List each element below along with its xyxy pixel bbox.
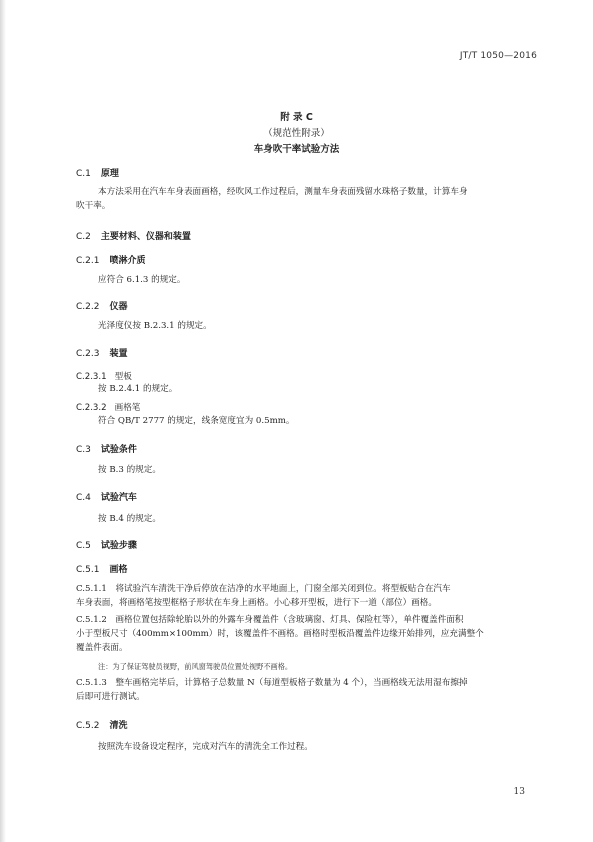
paragraph-line: 覆盖件表面。 [76,643,128,653]
paragraph-line: 符合 QB/T 2777 的规定，线条宽度宜为 0.5mm。 [98,416,295,426]
section-heading-c2: C.2 主要材料、仪器和装置 [76,232,191,242]
paragraph-line: C.5.1.2 画格位置包括除轮胎以外的外露车身覆盖件（含玻璃窗、灯具、保险杠等），单件覆盖件面积 [76,615,464,625]
section-heading-c5: C.5 试验步骤 [76,541,137,551]
appendix-name: 车身吹干率试验方法 [253,144,340,155]
section-heading-c23: C.2.3 装置 [76,349,128,359]
paragraph-line: 按照洗车设备设定程序，完成对汽车的清洗全工作过程。 [98,742,313,752]
paragraph-line: 应符合 6.1.3 的规定。 [98,275,186,285]
appendix-title: 附 录 C [280,112,313,123]
paragraph-line: 按 B.2.4.1 的规定。 [98,384,178,394]
paragraph-line: 本方法采用在汽车车身表面画格，经吹风工作过程后，测量车身表面残留水珠格子数量，计算车身 [98,187,468,197]
section-heading-c52: C.5.2 清洗 [76,721,128,731]
section-number: C.1 [76,169,91,179]
section-heading-c3: C.3 试验条件 [76,445,137,455]
section-heading-c4: C.4 试验汽车 [76,493,137,503]
subsection-c231: C.2.3.1 型板 [76,372,132,382]
paragraph-line: 按 B.3 的规定。 [98,465,161,475]
standard-code: JT/T 1050—2016 [459,51,537,61]
section-heading-c22: C.2.2 仪器 [76,302,128,312]
paragraph-line: C.5.1.3 整车画格完毕后，计算格子总数量 N（每道型板格子数量为 4 个），当画格线无法用湿布擦掉 [76,678,468,688]
section-title: 原理 [100,169,119,179]
section-heading-c21: C.2.1 喷淋介质 [76,256,146,266]
paragraph-line: 后即可进行测试。 [76,692,145,702]
paragraph-line: 吹干率。 [76,201,111,211]
section-heading-c1 [76,166,119,179]
appendix-kind: （规范性附录） [263,128,330,139]
paragraph-line: 按 B.4 的规定。 [98,514,161,524]
paragraph-line: C.5.1.1 将试验汽车清洗干净后停放在洁净的水平地面上，门窗全部关闭到位。将型板贴合在汽车 [76,584,451,594]
paragraph-line: 车身表面，将画格笔按型框格子形状在车身上画格。小心移开型板，进行下一道（部位）画格。 [76,598,437,608]
paragraph-line: 小于型板尺寸（400mm×100mm）时，该覆盖件不画格。画格时型板沿覆盖件边缘开始排列，应充满整个 [76,629,484,639]
paragraph-line: 光泽度仪按 B.2.3.1 的规定。 [98,321,212,331]
section-heading-c51: C.5.1 画格 [76,565,128,575]
page-number: 13 [513,787,525,797]
note-text: 注：为了保证驾驶员视野，前风窗驾驶员位置处视野不画格。 [98,662,293,671]
subsection-c232: C.2.3.2 画格笔 [76,403,141,413]
